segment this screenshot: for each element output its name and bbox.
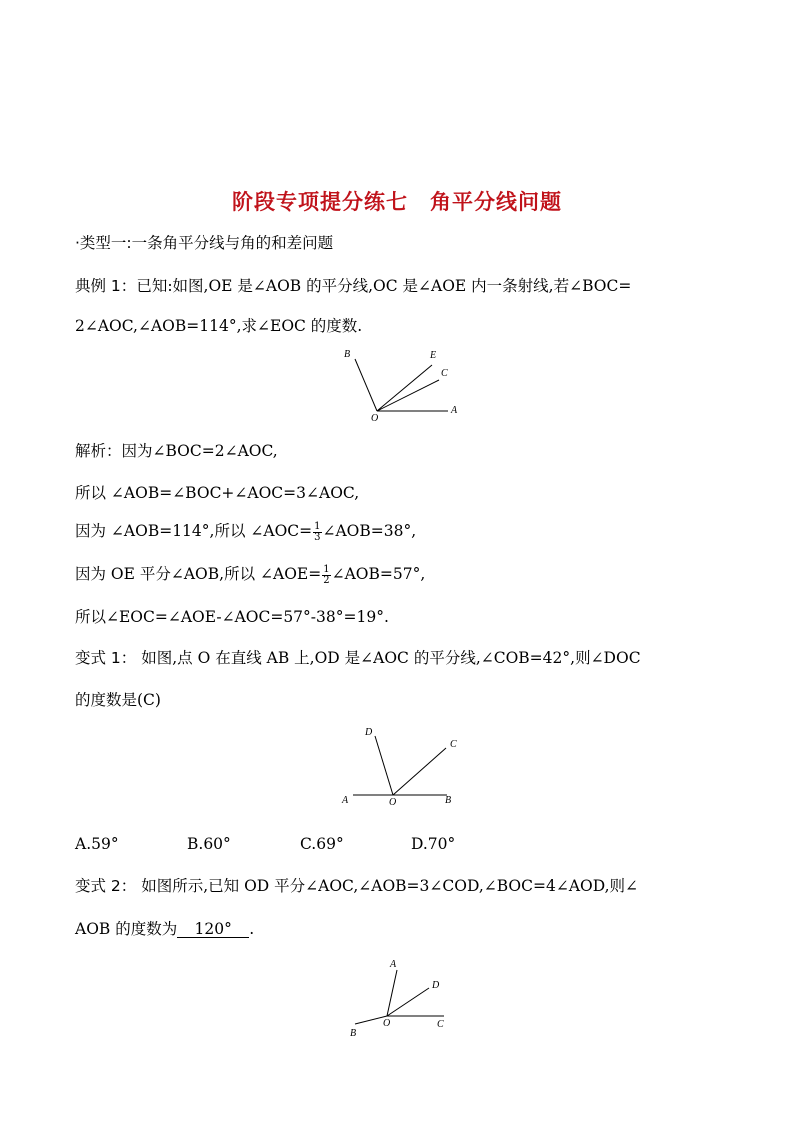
ray-od (387, 988, 429, 1016)
option-b: B.60° (187, 835, 231, 853)
point-label-a: A (390, 959, 397, 970)
example1-label: 典例 1 (75, 277, 121, 295)
variant1-figure (335, 722, 465, 808)
example1-figure (335, 343, 465, 425)
solution-line4-a: 因为 OE 平分∠AOB,所以 ∠AOE= (75, 565, 322, 583)
ray-oc (393, 748, 446, 795)
variant2-figure (340, 950, 455, 1040)
point-label-d: D (365, 727, 373, 738)
ray-ob (355, 359, 377, 411)
ray-od (375, 736, 393, 795)
point-label-c: C (450, 739, 457, 750)
example1-colon: ： (120, 277, 137, 295)
variant2-period: . (249, 920, 255, 938)
variant2-text1: ： 如图所示,已知 OD 平分∠AOC,∠AOB=3∠COD,∠BOC=4∠AOD,则∠ (120, 877, 639, 895)
variant2-line1 (75, 876, 638, 896)
fraction-one-half (322, 565, 330, 586)
solution-line1 (75, 441, 278, 461)
solution-line3-a: 因为 ∠AOB=114°,所以 ∠AOC= (75, 522, 313, 540)
solution-line4 (75, 564, 425, 586)
solution-text1: ：因为∠BOC=2∠AOC, (106, 442, 278, 460)
type-heading: ·类型一:一条角平分线与角的和差问题 (75, 234, 334, 252)
point-label-o: O (371, 413, 379, 424)
variant2-label: 变式 2 (75, 877, 121, 895)
point-label-a: A (451, 405, 458, 416)
page-title: 阶段专项提分练七 角平分线问题 (232, 190, 562, 214)
point-label-b: B (350, 1028, 357, 1039)
variant2-text2: AOB 的度数为 (75, 920, 178, 938)
variant1-text1: ： 如图,点 O 在直线 AB 上,OD 是∠AOC 的平分线,∠COB=42°,则∠DOC (120, 649, 641, 667)
fraction-denominator: 2 (323, 574, 330, 586)
solution-label: 解析 (75, 442, 107, 460)
answer-blank: 120° (177, 921, 249, 938)
fraction-numerator: 1 (314, 520, 321, 532)
point-label-b: B (445, 795, 452, 806)
variant1-line2: 的度数是(C) (75, 691, 161, 709)
variant1-line1 (75, 648, 641, 668)
solution-line4-b: ∠AOB=57°, (331, 565, 426, 583)
point-label-c: C (437, 1019, 444, 1030)
point-label-c: C (441, 368, 448, 379)
solution-line5: 所以∠EOC=∠AOE-∠AOC=57°-38°=19°. (75, 608, 389, 626)
option-a: A.59° (75, 835, 119, 853)
point-label-e: E (430, 350, 437, 361)
point-label-o: O (389, 797, 397, 808)
variant1-label: 变式 1 (75, 649, 121, 667)
example1-text1: 已知:如图,OE 是∠AOB 的平分线,OC 是∠AOE 内一条射线,若∠BOC= (136, 277, 632, 295)
ray-oa (387, 970, 397, 1016)
point-label-a: A (342, 795, 349, 806)
solution-line3 (75, 521, 416, 543)
option-c: C.69° (300, 835, 344, 853)
option-d: D.70° (411, 835, 456, 853)
point-label-b: B (344, 349, 351, 360)
variant2-line2 (75, 919, 254, 939)
example1-line1 (75, 276, 631, 296)
fraction-one-third (313, 522, 321, 543)
solution-line3-b: ∠AOB=38°, (322, 522, 417, 540)
solution-line2: 所以 ∠AOB=∠BOC+∠AOC=3∠AOC, (75, 484, 360, 502)
point-label-o: O (383, 1018, 391, 1029)
fraction-denominator: 3 (314, 531, 321, 543)
example1-line2: 2∠AOC,∠AOB=114°,求∠EOC 的度数. (75, 317, 363, 335)
fraction-numerator: 1 (323, 563, 330, 575)
point-label-d: D (432, 980, 440, 991)
